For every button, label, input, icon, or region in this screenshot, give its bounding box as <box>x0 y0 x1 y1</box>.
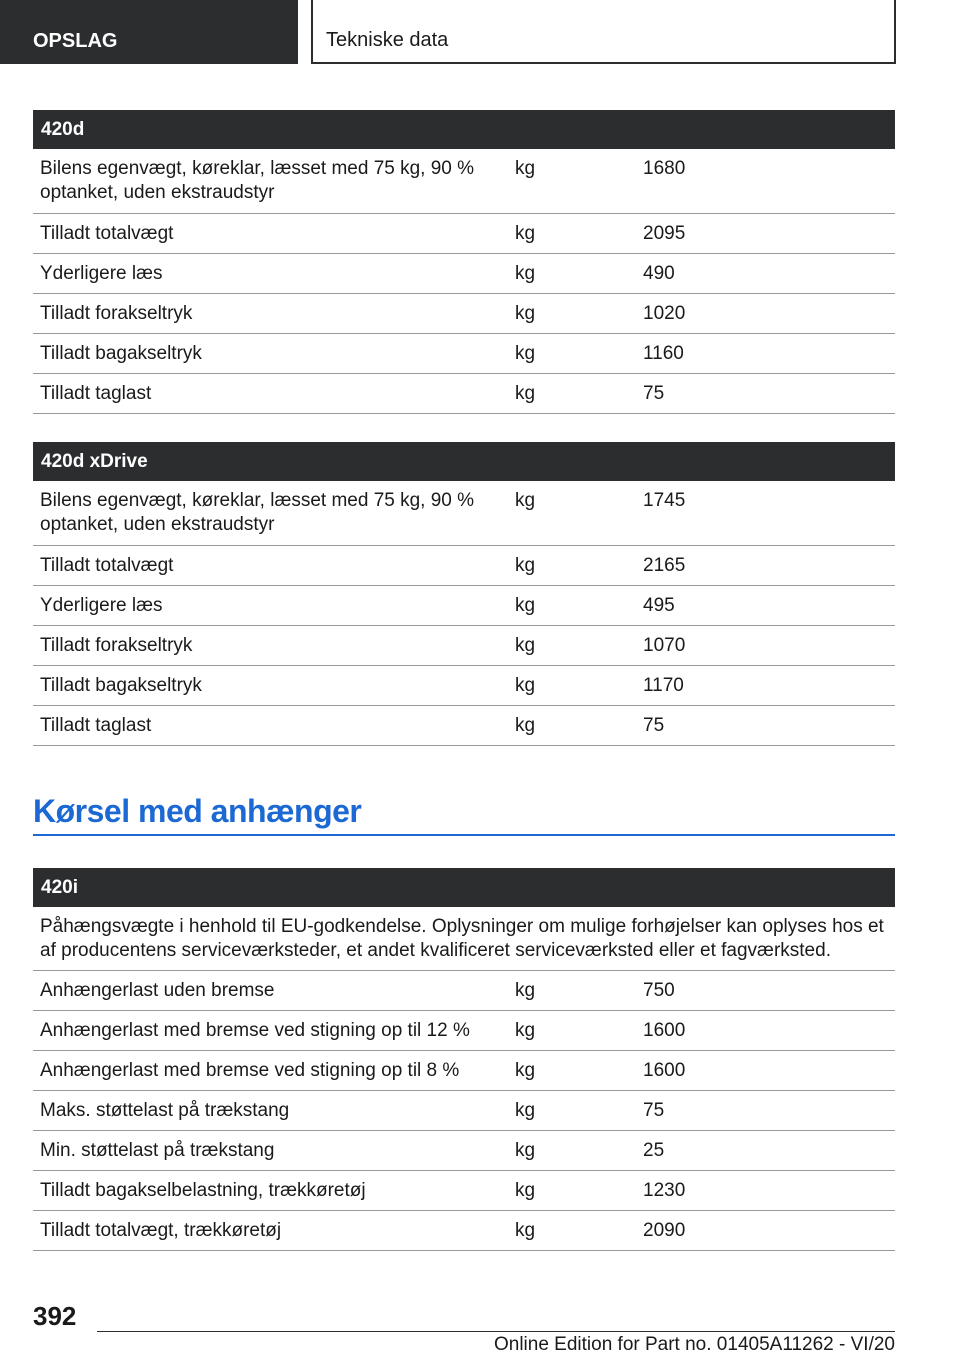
section-heading: Kørsel med anhænger <box>33 790 895 836</box>
row-unit: kg <box>515 1020 536 1041</box>
table-row <box>33 546 895 586</box>
row-value: 490 <box>643 263 675 284</box>
row-unit: kg <box>515 490 536 511</box>
table-420d <box>33 110 895 414</box>
row-label: Tilladt taglast <box>40 715 152 736</box>
row-label: Tilladt totalvægt, trækkøretøj <box>40 1220 282 1241</box>
row-unit: kg <box>515 1220 536 1241</box>
row-unit: kg <box>515 980 536 1001</box>
table-row <box>33 254 895 294</box>
table-note: Påhængsvægte i henhold til EU-godkendelse. Oplysninger om mulige forhøjelser kan oplyses hos et af producentens serviceværksteder, et andet kvalificeret serviceværksted eller et fagværksted. <box>40 916 884 961</box>
row-label: Tilladt totalvægt <box>40 223 174 244</box>
row-unit: kg <box>515 223 536 244</box>
table-row <box>33 706 895 746</box>
row-value: 2165 <box>643 555 686 576</box>
header-chapter-label: Tekniske data <box>326 29 449 51</box>
row-label: Anhængerlast med bremse ved stigning op til 8 % <box>40 1060 460 1081</box>
row-value: 2090 <box>643 1220 686 1241</box>
row-label: Tilladt bagakseltryk <box>40 675 202 696</box>
row-label: Tilladt bagakselbelastning, trækkøretøj <box>40 1180 366 1201</box>
row-value: 1160 <box>643 343 684 364</box>
row-label: Tilladt forakseltryk <box>40 303 193 324</box>
row-value: 25 <box>643 1140 665 1161</box>
table-title: 420d xDrive <box>33 442 895 481</box>
table-row <box>33 1091 895 1131</box>
row-value: 75 <box>643 1100 665 1121</box>
page-number: 392 <box>33 1301 77 1331</box>
row-label: Tilladt forakseltryk <box>40 635 193 656</box>
row-unit: kg <box>515 595 536 616</box>
row-value: 1600 <box>643 1020 686 1041</box>
row-label: Anhængerlast uden bremse <box>40 980 275 1001</box>
table-row <box>33 374 895 414</box>
table-row <box>33 1171 895 1211</box>
row-value: 1070 <box>643 635 686 656</box>
table-row <box>33 294 895 334</box>
row-value: 495 <box>643 595 675 616</box>
row-label: Tilladt taglast <box>40 383 152 404</box>
row-value: 1230 <box>643 1180 686 1201</box>
row-value: 1600 <box>643 1060 686 1081</box>
table-row <box>33 1211 895 1251</box>
footer-edition: Online Edition for Part no. 01405A11262 - VI/20 <box>493 1334 895 1355</box>
row-label: Anhængerlast med bremse ved stigning op til 12 % <box>40 1020 470 1041</box>
table-420i-trailer <box>33 868 895 1251</box>
row-unit: kg <box>515 1140 536 1161</box>
row-value: 750 <box>643 980 675 1001</box>
table-title: 420i <box>33 868 895 907</box>
table-row <box>33 666 895 706</box>
row-value: 2095 <box>643 223 686 244</box>
table-420d-xdrive <box>33 442 895 746</box>
header-section-label: OPSLAG <box>33 30 118 52</box>
header-section-tab <box>0 0 298 64</box>
row-unit: kg <box>515 303 536 324</box>
table-row <box>33 334 895 374</box>
table-row <box>33 1131 895 1171</box>
table-row <box>33 149 895 214</box>
table-row <box>33 626 895 666</box>
row-unit: kg <box>515 1180 536 1201</box>
row-label: Bilens egenvægt, køreklar, læsset med 75 kg, 90 % optanket, uden ekstraudstyr <box>40 490 475 535</box>
table-note-row <box>33 907 895 971</box>
row-unit: kg <box>515 635 536 656</box>
row-label: Maks. støttelast på trækstang <box>40 1100 290 1121</box>
table-row <box>33 214 895 254</box>
table-row <box>33 1011 895 1051</box>
table-row <box>33 586 895 626</box>
row-label: Tilladt totalvægt <box>40 555 174 576</box>
table-row <box>33 481 895 546</box>
row-value: 75 <box>643 383 665 404</box>
row-unit: kg <box>515 158 536 179</box>
table-title: 420d <box>33 110 895 149</box>
row-value: 1170 <box>643 675 684 696</box>
row-label: Tilladt bagakseltryk <box>40 343 202 364</box>
row-unit: kg <box>515 263 536 284</box>
header-chapter-tab <box>311 0 896 64</box>
row-value: 1020 <box>643 303 686 324</box>
row-label: Bilens egenvægt, køreklar, læsset med 75 kg, 90 % optanket, uden ekstraudstyr <box>40 158 475 203</box>
row-unit: kg <box>515 1100 536 1121</box>
row-label: Yderligere læs <box>40 263 163 284</box>
table-row <box>33 1051 895 1091</box>
row-label: Min. støttelast på trækstang <box>40 1140 275 1161</box>
row-label: Yderligere læs <box>40 595 163 616</box>
table-row <box>33 971 895 1011</box>
row-value: 1680 <box>643 158 686 179</box>
row-unit: kg <box>515 675 536 696</box>
row-unit: kg <box>515 555 536 576</box>
row-unit: kg <box>515 1060 536 1081</box>
row-value: 75 <box>643 715 665 736</box>
row-unit: kg <box>515 383 536 404</box>
row-value: 1745 <box>643 490 686 511</box>
row-unit: kg <box>515 715 536 736</box>
row-unit: kg <box>515 343 536 364</box>
